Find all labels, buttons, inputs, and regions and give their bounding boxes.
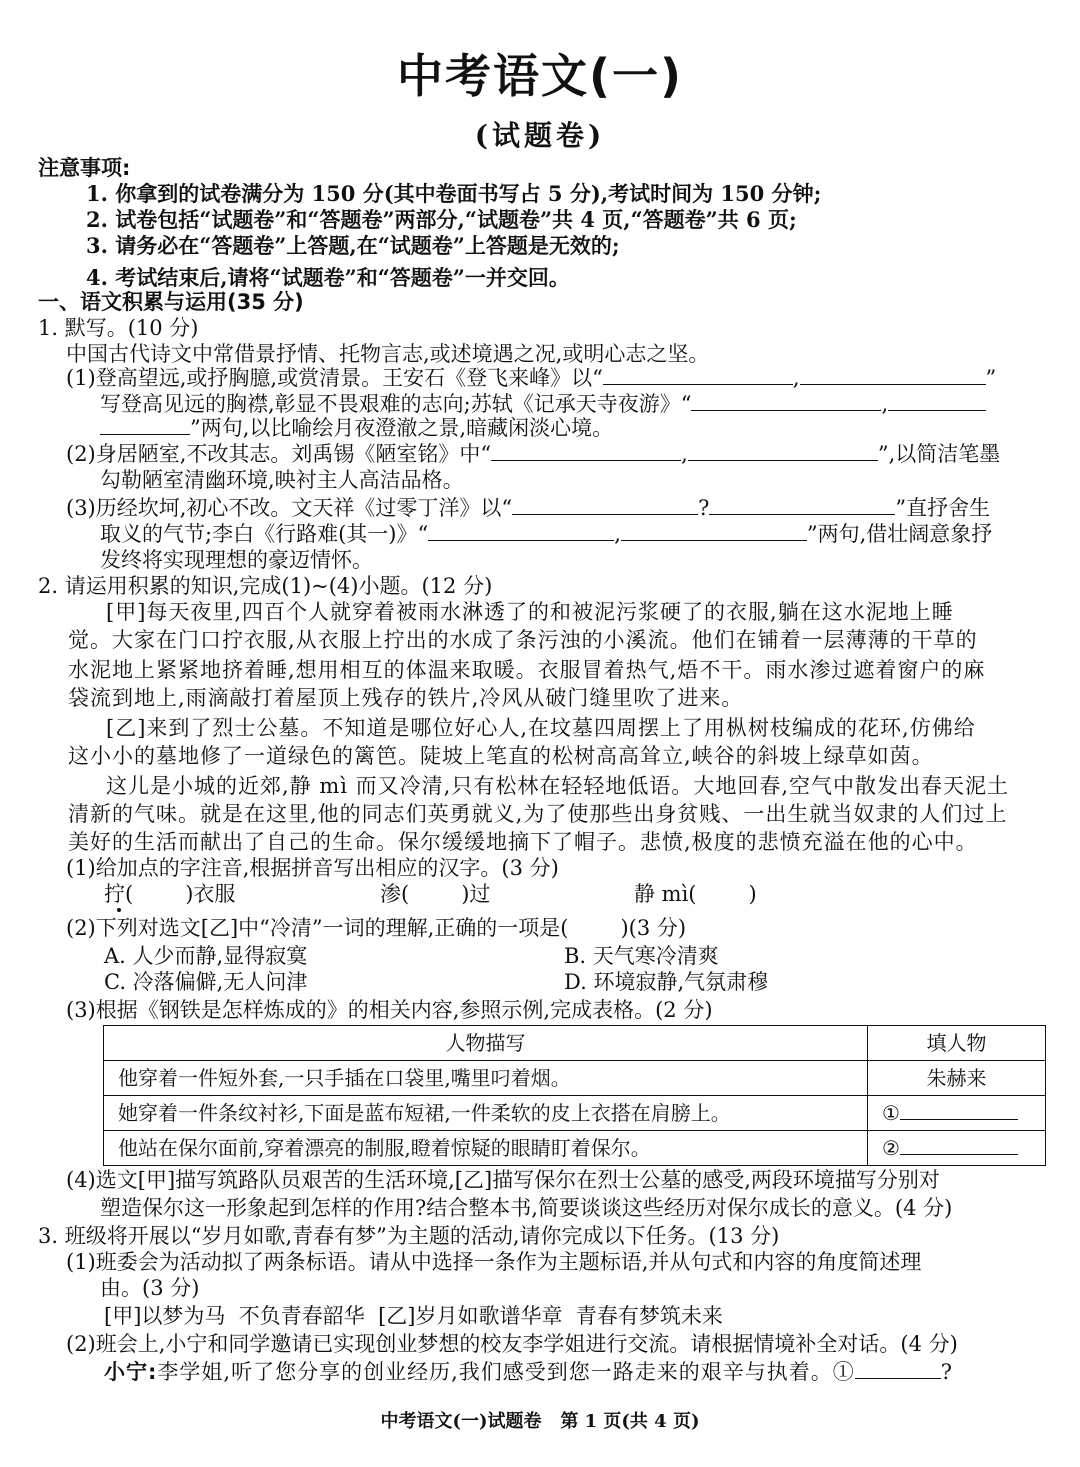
sub-question-text: (2)下列对选文[乙]中“冷清”一词的理解,正确的一项是( xyxy=(66,916,569,940)
dialog-line xyxy=(104,1358,953,1386)
option-b[interactable]: B. 天气寒冷清爽 xyxy=(564,944,719,968)
item-label: 拧( xyxy=(104,882,134,906)
option-a[interactable]: A. 人少而静,显得寂寞 xyxy=(104,944,308,968)
part-text: ”两句,借壮阔意象抒 xyxy=(806,522,993,546)
option-c[interactable]: C. 冷落偏僻,无人问津 xyxy=(104,970,308,994)
item-label: )过 xyxy=(461,882,491,906)
part-text: 写登高见远的胸襟,彰显不畏艰难的志向;苏轼《记承天寺夜游》“ xyxy=(100,392,692,416)
question-part xyxy=(66,364,996,392)
punct: , xyxy=(792,366,800,390)
sub-question: 塑造保尔这一形象起到怎样的作用?结合整本书,简要谈谈这些经历对保尔成长的意义。(4 分) xyxy=(100,1196,953,1220)
question-stem: 2. 请运用积累的知识,完成(1)~(4)小题。(12 分) xyxy=(38,574,493,598)
question-stem: 3. 班级将开展以“岁月如歌,青春有梦”为主题的活动,请你完成以下任务。(13 分) xyxy=(38,1224,780,1248)
notice-heading: 注意事项: xyxy=(38,156,131,180)
dialog-text: 李学姐,听了您分享的创业经历,我们感受到您一路走来的艰辛与执着。① xyxy=(157,1360,855,1384)
part-text: ”两句,以比喻绘月夜澄澈之景,暗藏闲淡心境。 xyxy=(190,416,614,440)
answer-blank[interactable] xyxy=(512,494,698,515)
speaker: 小宁: xyxy=(104,1360,158,1384)
answer-blank[interactable] xyxy=(800,364,986,385)
punct: ? xyxy=(698,496,710,520)
notice-item: 4. 考试结束后,请将“试题卷”和“答题卷”一并交回。 xyxy=(86,265,570,290)
pinyin-item xyxy=(104,880,235,908)
answer-blank[interactable] xyxy=(855,1358,941,1379)
question-part: 勾勒陋室清幽环境,映衬主人高洁品格。 xyxy=(100,468,464,492)
sub-question: (3)根据《钢铁是怎样炼成的》的相关内容,参照示例,完成表格。(2 分) xyxy=(66,998,713,1022)
answer-blank[interactable] xyxy=(100,414,190,435)
page-subtitle: (试题卷) xyxy=(474,119,606,152)
answer-blank[interactable] xyxy=(888,390,986,411)
passage-text: 觉。大家在门口拧衣服,从衣服上拧出的水成了条污浊的小溪流。他们在铺着一层薄薄的干草的 xyxy=(68,628,978,652)
answer-blank[interactable] xyxy=(621,520,807,541)
item-label: 静 mì( xyxy=(634,882,697,906)
sub-question-text: )(3 分) xyxy=(620,916,687,940)
question-part xyxy=(100,520,992,548)
pinyin-item xyxy=(634,880,757,908)
page-footer: 中考语文(一)试题卷 第 1 页(共 4 页) xyxy=(380,1411,700,1432)
question-part xyxy=(66,494,990,522)
part-text: ”直抒舍生 xyxy=(895,496,991,520)
answer-marker: ② xyxy=(882,1136,900,1160)
answer-cell[interactable] xyxy=(868,1131,1046,1166)
table-row xyxy=(104,1061,1046,1096)
passage-line: [甲]每天夜里,四百个人就穿着被雨水淋透了的和被泥污浆硬了的衣服,躺在这水泥地上睡 xyxy=(106,600,954,624)
punct: ? xyxy=(940,1360,954,1384)
answer-blank[interactable] xyxy=(900,1134,1018,1155)
passage-line xyxy=(68,626,978,654)
slogans: [甲]以梦为马 不负青春韶华 [乙]岁月如歌谱华章 青春有梦筑未来 xyxy=(104,1304,723,1328)
sub-question: (1)给加点的字注音,根据拼音写出相应的汉字。(3 分) xyxy=(66,856,559,880)
sub-question: (2)班会上,小宁和同学邀请已实现创业梦想的校友李学姐进行交流。请根据情境补全对话。(4 分) xyxy=(66,1332,958,1356)
part-text: (2)身居陋室,不改其志。刘禹锡《陋室铭》中“ xyxy=(66,442,492,466)
part-text: (1)登高望远,或抒胸臆,或赏清景。王安石《登飞来峰》以“ xyxy=(66,366,603,390)
header-cell: 人物描写 xyxy=(104,1026,868,1061)
table-header xyxy=(104,1026,1046,1061)
passage-line: 水泥地上紧紧地挤着睡,想用相互的体温来取暖。衣服冒着热气,焐不干。雨水渗过遮着窗户的麻 xyxy=(68,658,986,682)
notice-item: 3. 请务必在“答题卷”上答题,在“试题卷”上答题是无效的; xyxy=(86,233,620,258)
pinyin-item xyxy=(380,880,490,908)
section-heading: 一、语文积累与运用(35 分) xyxy=(38,290,304,314)
question-part xyxy=(66,440,1000,468)
part-text: ”,以简洁笔墨 xyxy=(877,442,1001,466)
desc-cell: 她穿着一件条纹衬衫,下面是蓝布短裙,一件柔软的皮上衣搭在肩膀上。 xyxy=(104,1096,868,1131)
answer-cell[interactable] xyxy=(868,1096,1046,1131)
option-d[interactable]: D. 环境寂静,气氛肃穆 xyxy=(564,970,769,994)
sub-question: 由。(3 分) xyxy=(100,1276,200,1300)
header-cell: 填人物 xyxy=(868,1026,1046,1061)
question-intro: 中国古代诗文中常借景抒情、托物言志,或述境遇之况,或明心志之坚。 xyxy=(66,342,710,366)
answer-blank[interactable] xyxy=(428,520,614,541)
sub-question: (1)班委会为活动拟了两条标语。请从中选择一条作为主题标语,并从句式和内容的角度简述理 xyxy=(66,1250,922,1274)
punct: ” xyxy=(985,366,997,390)
sub-question xyxy=(66,914,686,942)
answer-blank[interactable] xyxy=(688,440,878,461)
punct: , xyxy=(681,442,688,466)
passage-line: [乙]来到了烈士公墓。不知道是哪位好心人,在坟墓四周摆上了用枞树枝编成的花环,仿佛给 xyxy=(106,716,976,740)
question-part xyxy=(100,414,613,442)
question-part: 发终将实现理想的豪迈情怀。 xyxy=(100,548,373,572)
punct: , xyxy=(881,392,889,416)
answer-blank[interactable] xyxy=(900,1099,1018,1120)
passage-line: 这儿是小城的近郊,静 mì 而又冷清,只有松林在轻轻地低语。大地回春,空气中散发出春天泥土 xyxy=(106,774,1010,798)
table-row xyxy=(104,1131,1046,1166)
punct: , xyxy=(614,522,621,546)
passage-line: 美好的生活而献出了自己的生命。保尔缓缓地摘下了帽子。悲愤,极度的悲愤充溢在他的心中。 xyxy=(68,830,978,854)
item-label: ) xyxy=(748,882,757,906)
part-text: (3)历经坎坷,初心不改。文天祥《过零丁洋》以“ xyxy=(66,496,513,520)
sub-question: (4)选文[甲]描写筑路队员艰苦的生活环境,[乙]描写保尔在烈士公墓的感受,两段环境描写分别对 xyxy=(66,1168,940,1192)
desc-cell: 他穿着一件短外套,一只手插在口袋里,嘴里叼着烟。 xyxy=(104,1061,868,1096)
table-row xyxy=(104,1096,1046,1131)
part-text: 取义的气节;李白《行路难(其一)》“ xyxy=(100,522,429,546)
item-label: )衣服 xyxy=(185,882,236,906)
page-title: 中考语文(一) xyxy=(396,49,684,103)
character-table xyxy=(103,1025,1046,1166)
passage-line: 这小小的墓地修了一道绿色的篱笆。陡坡上笔直的松树高高耸立,峡谷的斜坡上绿草如茵。 xyxy=(68,744,934,768)
answer-blank[interactable] xyxy=(709,494,895,515)
notice-item: 1. 你拿到的试卷满分为 150 分(其中卷面书写占 5 分),考试时间为 150 分钟; xyxy=(86,181,822,206)
answer-cell: 朱赫来 xyxy=(868,1061,1046,1096)
item-label: 渗( xyxy=(380,882,410,906)
answer-blank[interactable] xyxy=(491,440,681,461)
answer-blank[interactable] xyxy=(603,364,793,385)
passage-line: 袋流到地上,雨滴敲打着屋顶上残存的铁片,冷风从破门缝里吹了进来。 xyxy=(68,686,744,710)
question-stem: 1. 默写。(10 分) xyxy=(38,316,199,340)
answer-blank[interactable] xyxy=(691,390,881,411)
answer-marker: ① xyxy=(882,1101,900,1125)
desc-cell: 他站在保尔面前,穿着漂亮的制服,瞪着惊疑的眼睛盯着保尔。 xyxy=(104,1131,868,1166)
notice-item: 2. 试卷包括“试题卷”和“答题卷”两部分,“试题卷”共 4 页,“答题卷”共 6 页; xyxy=(86,207,797,232)
passage-line: 清新的气味。就是在这里,他的同志们英勇就义,为了使那些出身贫贱、一出生就当奴隶的人们过上 xyxy=(68,802,1008,826)
